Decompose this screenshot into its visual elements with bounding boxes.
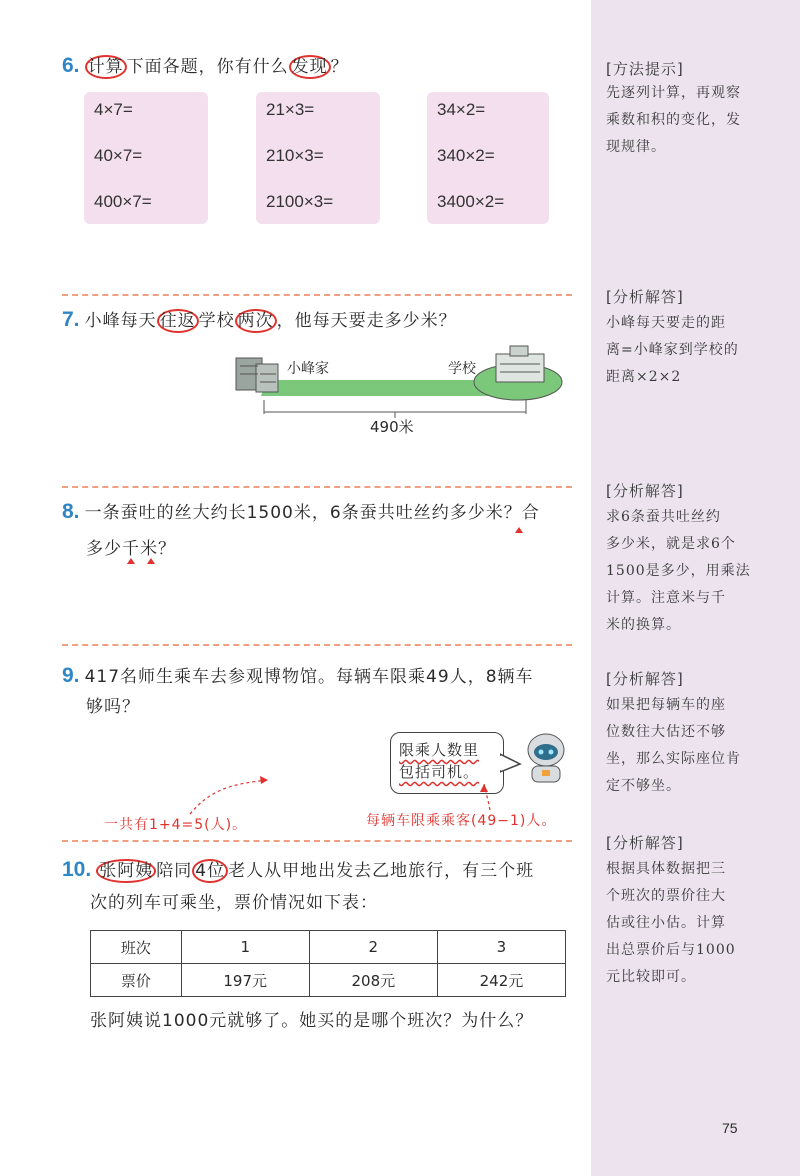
table-row bbox=[91, 964, 566, 997]
emphasis-dot bbox=[147, 558, 155, 564]
house-building-icon bbox=[236, 358, 278, 392]
question-text: 张阿姨说1000元就够了。她买的是哪个班次？为什么？ bbox=[90, 1011, 534, 1031]
question-text: 够吗？ bbox=[86, 697, 140, 717]
table-row bbox=[91, 931, 566, 964]
question-text: 417名师生乘车去参观博物馆。每辆车限乘49人，8辆车 bbox=[84, 667, 534, 687]
question-number: 7. bbox=[62, 308, 80, 331]
tip-line: 求6条蚕共吐丝约 bbox=[606, 509, 721, 525]
tip-body bbox=[606, 856, 766, 991]
annotation-note: 每辆车限乘乘客(49−1)人。 bbox=[366, 813, 557, 829]
table-cell: 1 bbox=[181, 931, 309, 964]
distance-label: 490米 bbox=[370, 418, 414, 436]
table-cell: 班次 bbox=[91, 931, 182, 964]
road bbox=[261, 380, 496, 396]
table-cell: 242元 bbox=[437, 964, 565, 997]
tip-title: [分析解答] bbox=[606, 670, 684, 688]
keyword-circle: 两次 bbox=[235, 309, 277, 333]
tip-body bbox=[606, 692, 766, 800]
section-divider bbox=[62, 294, 572, 296]
question-text: 下面各题，你有什么 bbox=[126, 57, 289, 77]
tip-line: 如果把每辆车的座 bbox=[606, 697, 726, 713]
calc-item: 340×2= bbox=[437, 146, 495, 165]
calc-item: 40×7= bbox=[94, 146, 143, 165]
table-cell: 197元 bbox=[181, 964, 309, 997]
question-10 bbox=[62, 858, 572, 884]
calc-item: 210×3= bbox=[266, 146, 324, 165]
calc-item: 34×2= bbox=[437, 100, 486, 119]
tip-title: [方法提示] bbox=[606, 60, 684, 78]
question-9 bbox=[62, 664, 572, 690]
tip-line: 离=小峰家到学校的 bbox=[606, 342, 739, 358]
question-text: ，他每天要走多少米？ bbox=[276, 311, 457, 331]
section-divider bbox=[62, 840, 572, 842]
tip-line: 个班次的票价往大 bbox=[606, 888, 726, 904]
keyword-circle: 张阿姨 bbox=[96, 859, 156, 883]
fare-table bbox=[90, 930, 566, 997]
bubble-text: 限乘人数里 bbox=[399, 741, 480, 759]
table-cell: 3 bbox=[437, 931, 565, 964]
table-cell: 2 bbox=[309, 931, 437, 964]
table-cell: 票价 bbox=[91, 964, 182, 997]
tip-line: 距离×2×2 bbox=[606, 369, 682, 385]
tip-line: 1500是多少，用乘法 bbox=[606, 563, 751, 579]
tip-line: 估或往小估。计算 bbox=[606, 915, 726, 931]
emphasis-dot bbox=[127, 558, 135, 564]
question-7 bbox=[62, 308, 457, 334]
question-text: 小峰每天 bbox=[84, 311, 157, 331]
calc-item: 2100×3= bbox=[266, 192, 334, 211]
question-number: 6. bbox=[62, 54, 80, 77]
question-text: 多少千米？ bbox=[86, 539, 176, 559]
tip-line: 先逐列计算，再观察 bbox=[606, 85, 741, 101]
question-number: 9. bbox=[62, 664, 80, 687]
tip-line: 现规律。 bbox=[606, 139, 666, 155]
tip-line: 坐，那么实际座位肯 bbox=[606, 751, 741, 767]
tip-title: [分析解答] bbox=[606, 482, 684, 500]
tip-title: [分析解答] bbox=[606, 834, 684, 852]
tip-body bbox=[606, 310, 766, 391]
question-text: ？ bbox=[330, 57, 349, 77]
keyword-circle: 4位 bbox=[192, 859, 228, 883]
calc-item: 3400×2= bbox=[437, 192, 505, 211]
bubble-text: 包括司机。 bbox=[399, 763, 480, 781]
calc-item: 400×7= bbox=[94, 192, 152, 211]
question-text: 陪同 bbox=[156, 861, 193, 881]
tip-line: 定不够坐。 bbox=[606, 778, 681, 794]
table-cell: 208元 bbox=[309, 964, 437, 997]
page-number: 75 bbox=[722, 1120, 738, 1136]
question-text: 一条蚕吐的丝大约长1500米，6条蚕共吐丝约多少米？合 bbox=[84, 503, 540, 523]
keyword-circle: 计算 bbox=[85, 55, 127, 79]
section-divider bbox=[62, 486, 572, 488]
question-number: 10. bbox=[62, 858, 92, 881]
question-8 bbox=[62, 500, 572, 526]
tip-body bbox=[606, 504, 766, 639]
question-text: 次的列车可乘坐，票价情况如下表： bbox=[90, 893, 378, 913]
tip-line: 出总票价后与1000 bbox=[606, 942, 736, 958]
tip-line: 多少米，就是求6个 bbox=[606, 536, 736, 552]
tip-line: 位数往大估还不够 bbox=[606, 724, 726, 740]
school-building-icon bbox=[474, 346, 562, 400]
home-label: 小峰家 bbox=[287, 361, 329, 377]
question-text: 老人从甲地出发去乙地旅行，有三个班 bbox=[228, 861, 535, 881]
tip-line: 元比较即可。 bbox=[606, 969, 696, 985]
calc-item: 21×3= bbox=[266, 100, 315, 119]
keyword-circle: 发现 bbox=[289, 55, 331, 79]
annotation-note: 一共有1+4=5(人)。 bbox=[104, 817, 248, 833]
tip-line: 根据具体数据把三 bbox=[606, 861, 726, 877]
calc-item: 4×7= bbox=[94, 100, 133, 119]
question-number: 8. bbox=[62, 500, 80, 523]
tip-line: 小峰每天要走的距 bbox=[606, 315, 726, 331]
emphasis-dot bbox=[515, 527, 523, 533]
tip-body bbox=[606, 80, 766, 161]
tip-title: [分析解答] bbox=[606, 288, 684, 306]
tip-line: 乘数和积的变化，发 bbox=[606, 112, 741, 128]
school-label: 学校 bbox=[448, 361, 476, 377]
section-divider bbox=[62, 644, 572, 646]
question-6 bbox=[62, 54, 349, 80]
question-text: 学校 bbox=[198, 311, 235, 331]
tip-line: 米的换算。 bbox=[606, 617, 681, 633]
keyword-circle: 往返 bbox=[157, 309, 199, 333]
tip-line: 计算。注意米与千 bbox=[606, 590, 726, 606]
